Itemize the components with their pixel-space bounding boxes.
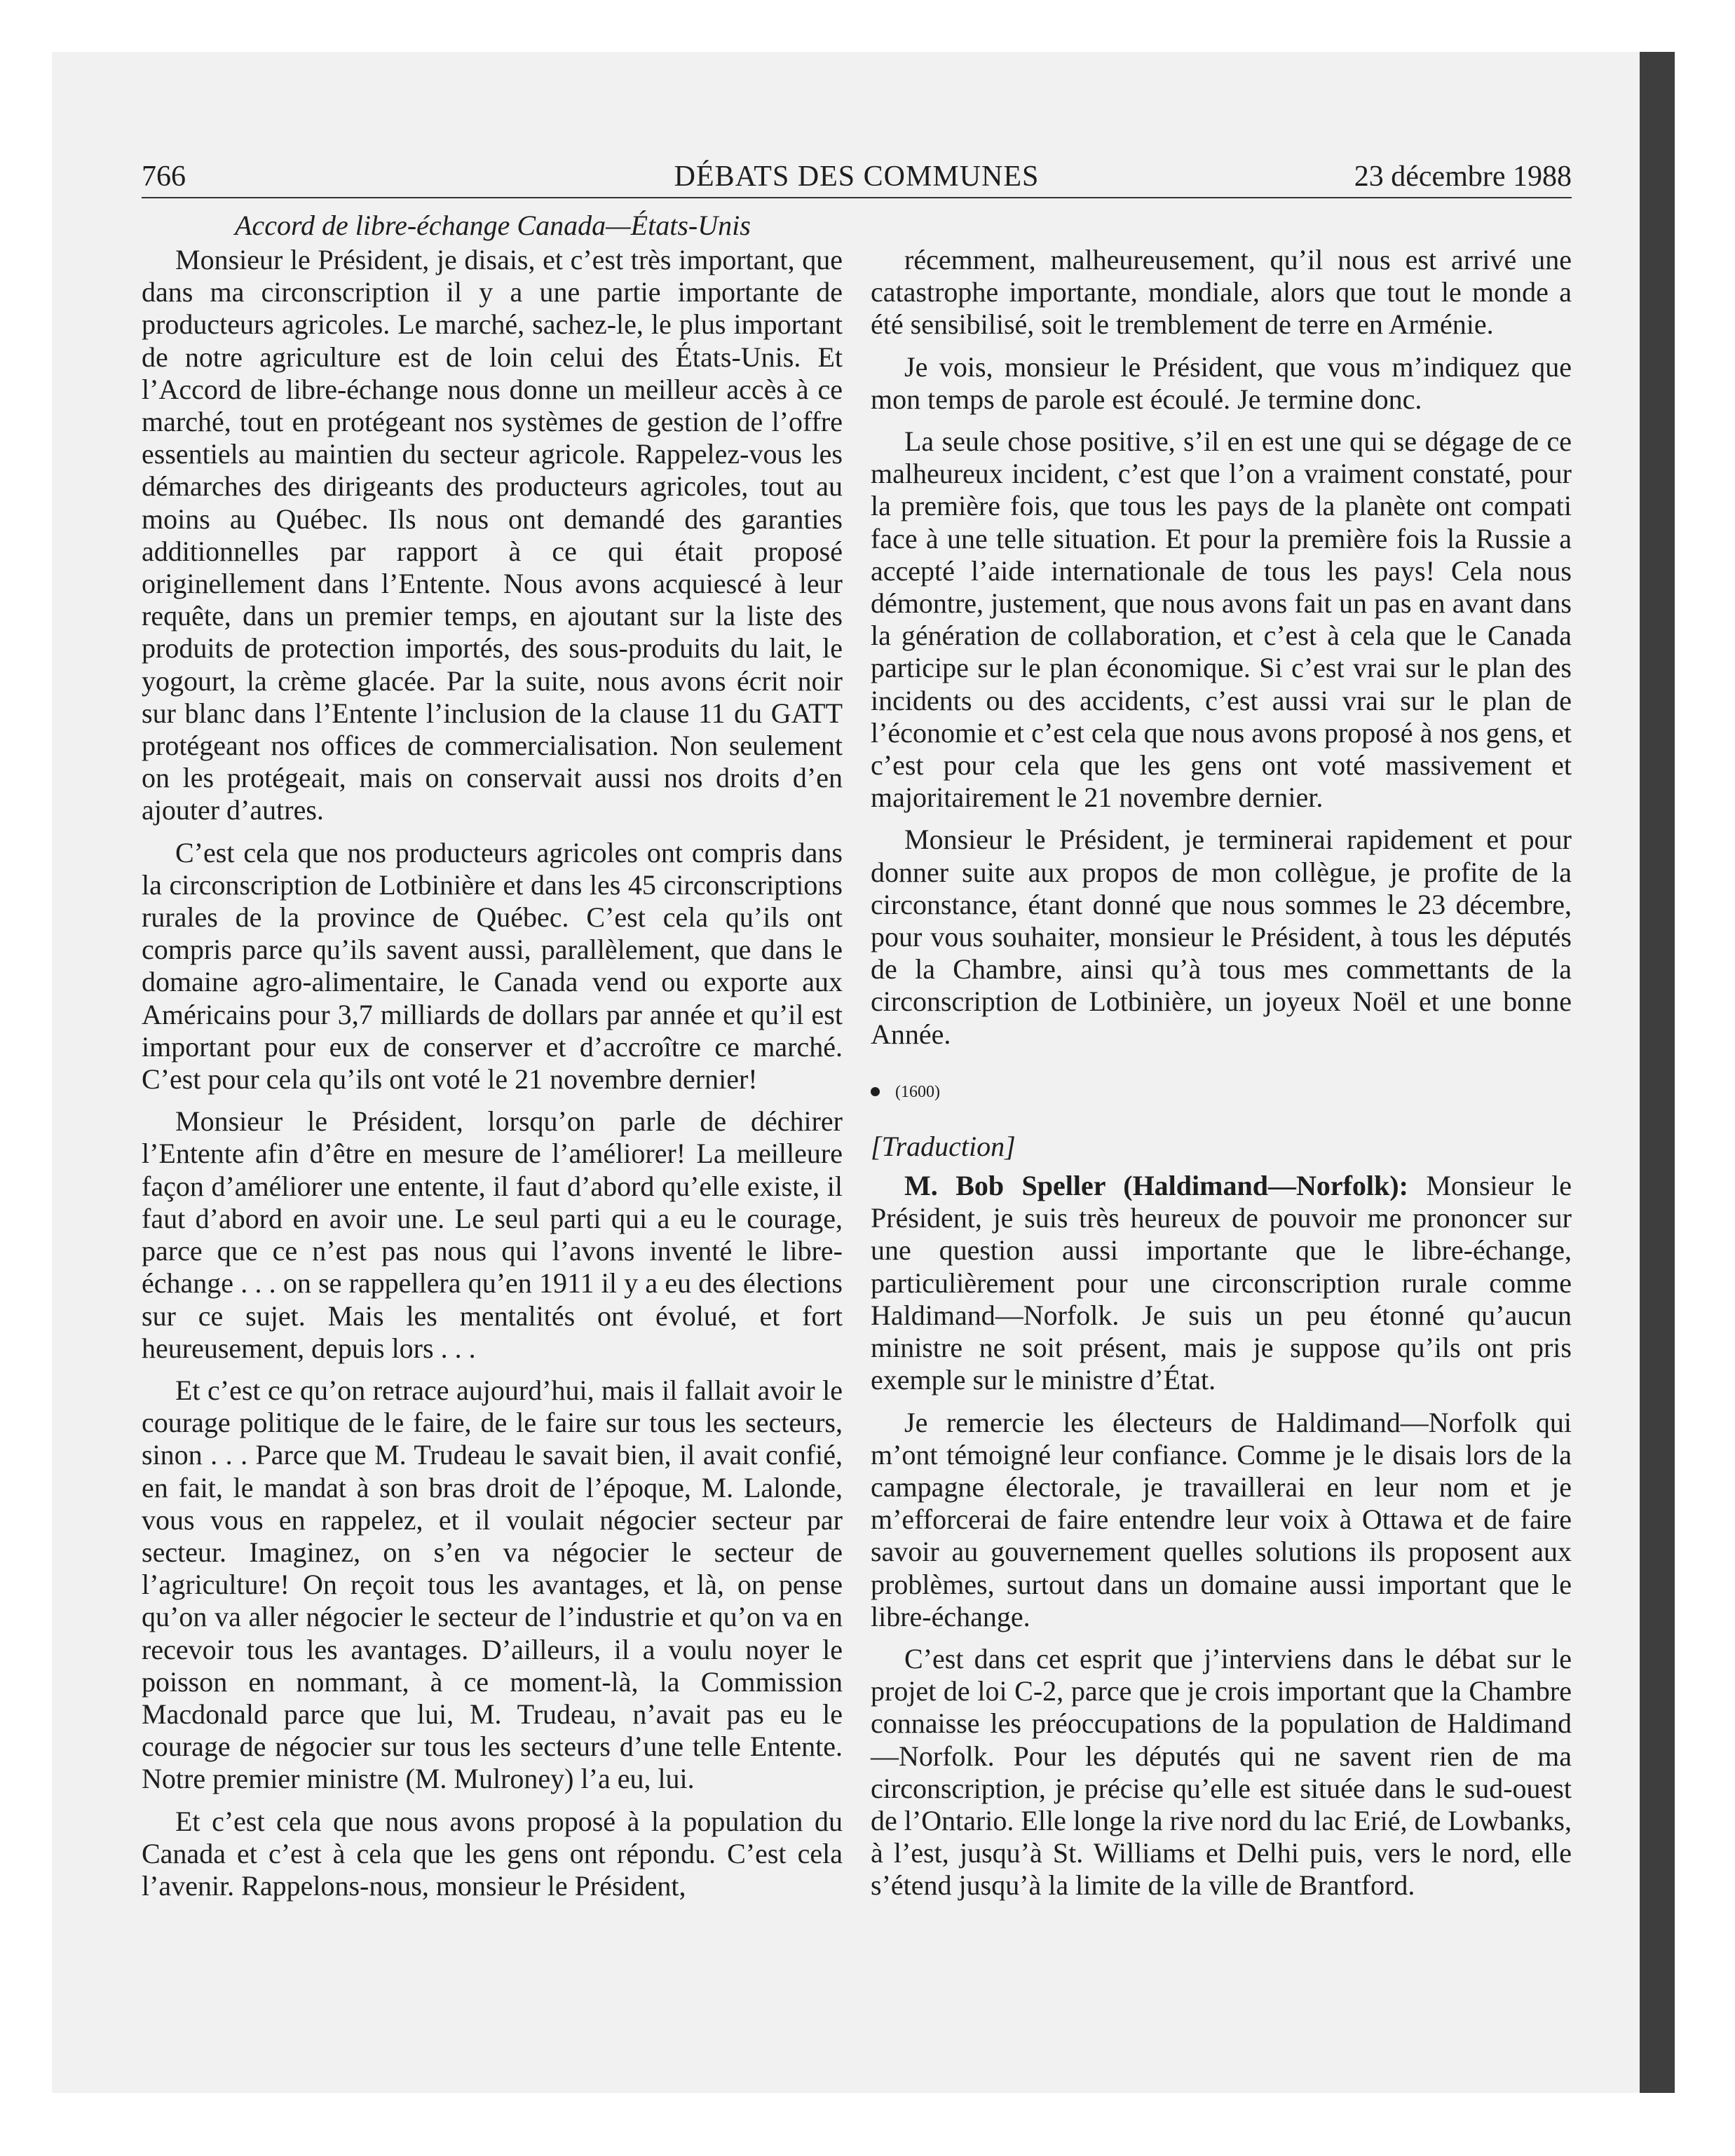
speaker-text: Monsieur le Président, je suis très heureux de pouvoir me prononcer sur une question aussi importante que le libre-échange, particulièrement pour une circonscription rurale comme Haldimand—Norfolk. Je suis un peu étonné qu’aucun ministre ne soit présent, mais je suppose qu’ils ont pris exemple sur le ministre d’État. [871,1170,1572,1396]
paragraph: Et c’est cela que nous avons proposé à la population du Canada et c’est à cela que les gens ont répondu. C’est cela l’avenir. Rappelons-nous, monsieur le Président, [142,1805,843,1902]
running-header [142,156,1572,198]
paragraph: C’est dans cet esprit que j’interviens dans le débat sur le projet de loi C-2, parce que je crois important que la Chambre connaisse les préoccupations de la population de Haldimand—Norfolk. Pour les députés qui ne savent rien de ma circonscription, je précise qu’elle est située dans le sud-ouest de l’Ontario. Elle longe la rive nord du lac Erié, de Lowbanks, à l’est, jusqu’à St. Williams et Delhi puis, vers le nord, elle s’étend jusqu’à la limite de la ville de Brantford. [871,1642,1572,1902]
paragraph: récemment, malheureusement, qu’il nous est arrivé une catastrophe importante, mondiale, alors que tout le monde a été sensibilisé, soit le tremblement de terre en Arménie. [871,244,1572,341]
speaker-name: M. Bob Speller (Haldimand—Norfolk): [904,1170,1408,1202]
translation-label: [Traduction] [871,1130,1016,1162]
paragraph: Je vois, monsieur le Président, que vous m’indiquez que mon temps de parole est écoulé. Je termine donc. [871,350,1572,415]
speaker-paragraph [871,1170,1572,1396]
scan-edge-shadow [1640,52,1675,2093]
page-number: 766 [142,161,186,193]
paragraph: Monsieur le Président, je terminerai rapidement et pour donner suite aux propos de mon collègue, je profite de la circonstance, étant donné que nous sommes le 23 décembre, pour vous souhaiter, monsieur le Président, à tous les députés de la Chambre, ainsi qu’à tous mes commettants de la circonscription de Lotbinière, un joyeux Noël et une bonne Année. [871,824,1572,1050]
paragraph: Et c’est ce qu’on retrace aujourd’hui, mais il fallait avoir le courage politique de le faire, de le faire sur tous les secteurs, sinon . . . Parce que M. Trudeau le savait bien, il avait confié, en fait, le mandat à son bras droit de l’époque, M. Lalonde, vous vous en rappelez, et il voulait négocier secteur par secteur. Imaginez, on s’en va négocier le secteur de l’agriculture! On reçoit tous les avantages, et là, on pense qu’on va aller négocier le secteur de l’industrie et qu’on va en recevoir tous les avantages. D’ailleurs, il a voulu noyer le poisson en nommant, à ce moment-là, la Commission Macdonald parce que lui, M. Trudeau, n’avait pas eu le courage de négocier sur tous les secteurs d’une telle Entente. Notre premier ministre (M. Mulroney) l’a eu, lui. [142,1374,843,1795]
header-date: 23 décembre 1988 [1354,161,1572,193]
right-column [871,244,1572,1912]
paragraph: C’est cela que nos producteurs agricoles ont compris dans la circonscription de Lotbinière et dans les 45 circonscriptions rurales de la province de Québec. C’est cela qu’ils ont compris parce qu’ils savent aussi, parallèlement, que dans le domaine agro-alimentaire, le Canada vend ou exporte aux Américains pour 3,7 milliards de dollars par année et qu’il est important pour eux de conserver et d’accroître ce marché. C’est pour cela qu’ils ont voté le 21 novembre dernier! [142,836,843,1096]
paragraph: Monsieur le Président, lorsqu’on parle de déchirer l’Entente afin d’être en mesure de l’améliorer! La meilleure façon d’améliorer une entente, il faut d’abord qu’elle existe, il faut d’abord en avoir une. Le seul parti qui a eu le courage, parce que ce n’est pas nous qui l’avons inventé le libre-échange . . . on se rappellera qu’en 1911 il y a eu des élections sur ce sujet. Mais les mentalités ont évolué, et fort heureusement, depuis lors . . . [142,1105,843,1364]
publication-title: DÉBATS DES COMMUNES [674,161,1040,193]
bullet-icon [871,1087,880,1096]
time-marker [871,1082,1572,1103]
paragraph: La seule chose positive, s’il en est une qui se dégage de ce malheureux incident, c’est que l’on a vraiment constaté, pour la première fois, que tous les pays de la planète ont compati face à une telle situation. Et pour la première fois la Russie a accepté l’aide internationale de tous les pays! Cela nous démontre, justement, que nous avons fait un pas en avant dans la génération de collaboration, et c’est à cela que le Canada participe sur le plan économique. Si c’est vrai sur le plan des incidents ou des accidents, c’est aussi vrai sur le plan de l’économie et c’est cela que nous avons proposé à nos gens, et c’est pour cela que les gens ont voté massivement et majoritairement le 21 novembre dernier. [871,425,1572,814]
left-column [142,244,843,1912]
time-marker-text: (1600) [895,1082,940,1101]
section-title: Accord de libre-échange Canada—États-Unis [235,210,751,241]
paragraph: Je remercie les électeurs de Haldimand—Norfolk qui m’ont témoigné leur confiance. Comme je le disais lors de la campagne électorale, je travaillerai en leur nom et je m’efforcerai de faire entendre leur voix à Ottawa et de faire savoir au gouvernement quelles solutions ils proposent aux problèmes, surtout dans un domaine aussi important que le libre-échange. [871,1406,1572,1632]
paragraph: Monsieur le Président, je disais, et c’est très important, que dans ma circonscription il y a une partie importante de producteurs agricoles. Le marché, sachez-le, le plus important de notre agriculture est de loin celui des États-Unis. Et l’Accord de libre-échange nous donne un meilleur accès à ce marché, tout en protégeant nos systèmes de gestion de l’offre essentiels au maintien du secteur agricole. Rappelez-vous les démarches des dirigeants des producteurs agricoles, tout au moins au Québec. Ils nous ont demandé des garanties additionnelles par rapport à ce qui était proposé originellement dans l’Entente. Nous avons acquiescé à leur requête, dans un premier temps, en ajoutant sur la liste des produits de protection importés, des sous-produits du lait, le yogourt, la crème glacée. Par la suite, nous avons écrit noir sur blanc dans l’Entente l’inclusion de la clause 11 du GATT protégeant nos offices de commercialisation. Non seulement on les protégeait, mais on conservait aussi nos droits d’en ajouter d’autres. [142,244,843,826]
header-rule [142,197,1572,198]
